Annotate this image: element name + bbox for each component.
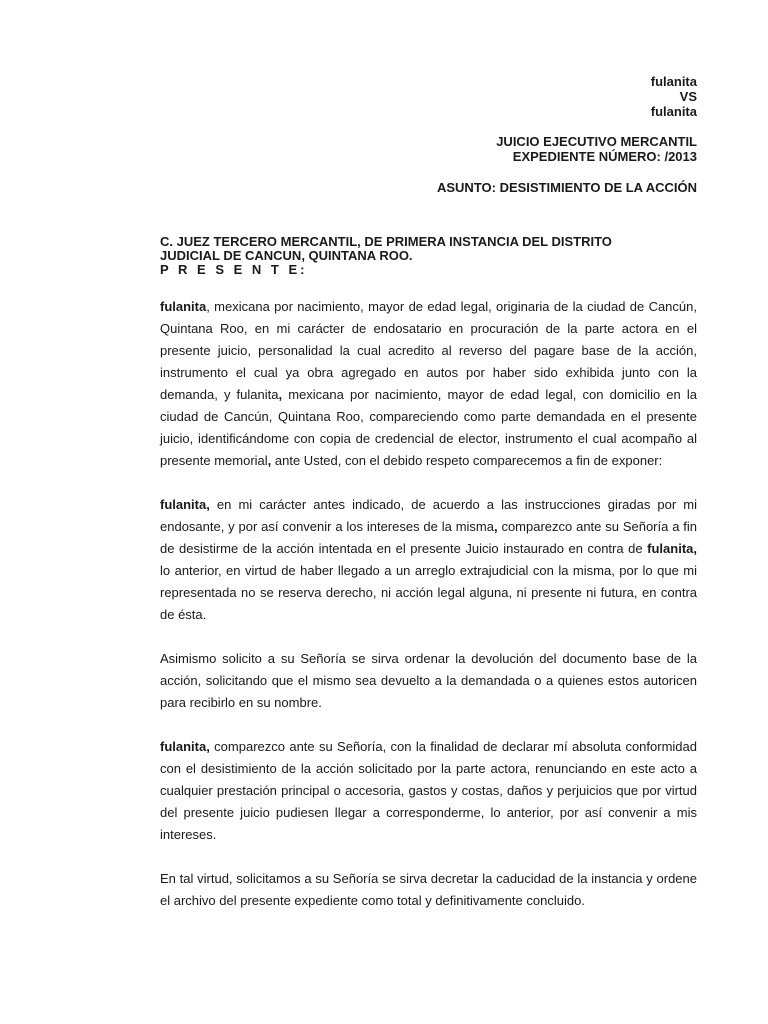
party-name: fulanita, (160, 739, 210, 754)
subject-line: ASUNTO: DESISTIMIENTO DE LA ACCIÓN (436, 180, 697, 195)
paragraph-2 (160, 494, 697, 626)
paragraph-text: ante Usted, con el debido respeto comparecemos a fin de exponer: (271, 453, 663, 468)
bold-comma: , (278, 387, 283, 402)
paragraph-text: lo anterior, en virtud de haber llegado a un arreglo extrajudicial con la misma, por lo que mi representada no se reserva derecho, ni acción legal alguna, ni presente ni futura, en contra de ésta. (160, 563, 697, 622)
paragraph-text: en mi carácter antes indicado, de acuerdo a las instrucciones giradas por mi endosante, y por así convenir a los intereses de la misma (160, 497, 697, 534)
paragraph-5: En tal virtud, solicitamos a su Señoría se sirva decretar la caducidad de la instancia y ordene el archivo del presente expediente como total y definitivamente concluido. (160, 871, 697, 908)
paragraph-4 (160, 736, 697, 846)
paragraph-text: mexicana por nacimiento, mayor de edad legal, con domicilio en la ciudad de Cancún, Quintana Roo, compareciendo como parte demandada en el presente juicio, identificándome con copia de credencial de elector, instrumento el cual acompaño al presente memorial (160, 387, 697, 468)
case-number: EXPEDIENTE NÚMERO: /2013 (512, 149, 697, 164)
paragraph-text: comparezco ante su Señoría, con la finalidad de declarar mí absoluta conformidad con el desistimiento de la acción solicitado por la parte actora, renunciando en este acto a cualquier prestación principal o accesoria, gastos y costas, daños y perjuicios que por virtud del presente juicio pudiesen llegar a corresponderme, lo anterior, por así convenir a mis intereses. (160, 739, 697, 842)
party-name: fulanita (160, 299, 207, 314)
address-line-1: C. JUEZ TERCERO MERCANTIL, DE PRIMERA INSTANCIA DEL DISTRITO (160, 234, 612, 249)
party-defendant: fulanita (650, 104, 697, 119)
paragraph-3: Asimismo solicito a su Señoría se sirva ordenar la devolución del documento base de la acción, solicitando que el mismo sea devuelto a la demandada o a quienes estos autoricen para recibirlo en su nombre. (160, 651, 697, 710)
paragraph-text: comparezco ante su Señoría a fin de desistirme de la acción intentada en el presente Juicio instaurado en contra de (160, 519, 697, 556)
address-line-2: JUDICIAL DE CANCUN, QUINTANA ROO. (160, 248, 413, 263)
document-body (160, 296, 697, 934)
party-name: fulanita, (160, 497, 210, 512)
party-name: fulanita, (647, 541, 697, 556)
presente-heading: P R E S E N T E: (160, 262, 308, 277)
case-header (437, 74, 697, 195)
trial-type: JUICIO EJECUTIVO MERCANTIL (496, 134, 697, 149)
court-address (160, 235, 697, 277)
bold-comma: , (493, 519, 498, 534)
paragraph-1 (160, 296, 697, 472)
paragraph-text: , mexicana por nacimiento, mayor de edad legal, originaria de la ciudad de Cancún, Quintana Roo, en mi carácter de endosatario en procuración de la parte actora en el presente juicio, personalidad la cual acredito al reverso del pagare base de la acción, instrumento el cual ya obra agregado en autos por haber sido exhibida junto con la demanda, y fulanita (160, 299, 697, 402)
bold-comma: , (267, 453, 272, 468)
party-plaintiff: fulanita (650, 74, 697, 89)
versus-label: VS (679, 89, 697, 104)
